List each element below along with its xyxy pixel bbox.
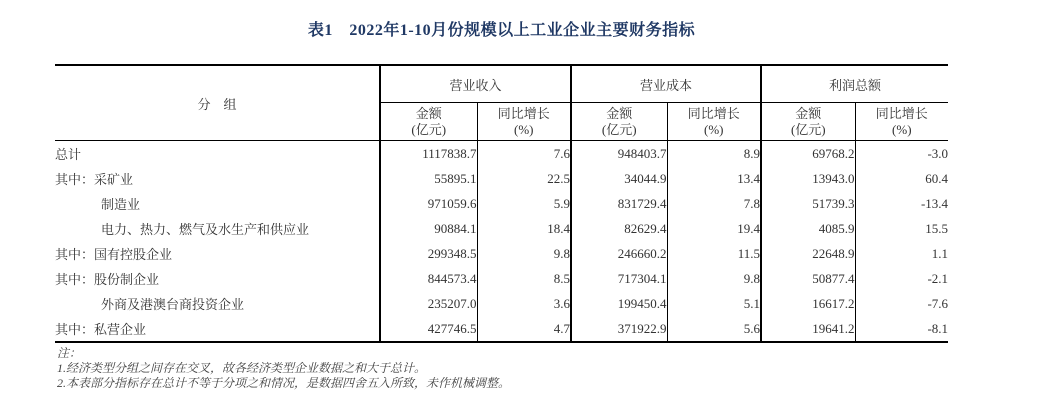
table-row-total bbox=[55, 141, 948, 167]
group-header-cell: 分 组 bbox=[55, 65, 380, 141]
value-cell: 235207.0 bbox=[380, 291, 477, 316]
value-cell: 5.1 bbox=[667, 291, 761, 316]
footnotes bbox=[57, 346, 987, 391]
value-cell: 717304.1 bbox=[571, 266, 667, 291]
value-cell: 34044.9 bbox=[571, 166, 667, 191]
table-row-private bbox=[55, 316, 948, 342]
value-cell: 7.8 bbox=[667, 191, 761, 216]
value-cell: 9.8 bbox=[667, 266, 761, 291]
value-cell: 22648.9 bbox=[761, 241, 855, 266]
value-cell: 60.4 bbox=[855, 166, 948, 191]
section-header-cost: 营业成本 bbox=[571, 65, 761, 103]
page-title: 表1 2022年1-10月份规模以上工业企业主要财务指标 bbox=[307, 22, 696, 39]
subheader-revenue-amount bbox=[380, 103, 477, 141]
value-cell: 371922.9 bbox=[571, 316, 667, 342]
subheader-growth-label: 同比增长 bbox=[497, 105, 550, 121]
value-cell: 427746.5 bbox=[380, 316, 477, 342]
value-cell: 11.5 bbox=[667, 241, 761, 266]
subheader-growth-unit: (%) bbox=[704, 121, 724, 137]
row-label-cell: 其中：股份制企业 bbox=[55, 272, 160, 287]
table-row-manufacturing bbox=[55, 191, 948, 216]
subheader-profit-amount bbox=[761, 103, 855, 141]
value-cell: -8.1 bbox=[855, 316, 948, 342]
value-cell: 1.1 bbox=[855, 241, 948, 266]
value-cell: -13.4 bbox=[855, 191, 948, 216]
value-cell: -2.1 bbox=[855, 266, 948, 291]
subheader-cost-growth bbox=[667, 103, 761, 141]
row-label-cell: 制造业 bbox=[101, 197, 141, 212]
subheader-amount-unit: (亿元) bbox=[601, 121, 637, 137]
value-cell: 1117838.7 bbox=[380, 141, 477, 167]
section-header-revenue: 营业收入 bbox=[380, 65, 571, 103]
value-cell: -3.0 bbox=[855, 141, 948, 167]
value-cell: 82629.4 bbox=[571, 216, 667, 241]
value-cell: 19641.2 bbox=[761, 316, 855, 342]
value-cell: 90884.1 bbox=[380, 216, 477, 241]
footnote-item: 1.经济类型分组之间存在交叉，故各经济类型企业数据之和大于总计。 bbox=[57, 361, 427, 375]
value-cell: 8.9 bbox=[667, 141, 761, 167]
subheader-growth-unit: (%) bbox=[892, 121, 912, 137]
value-cell: 18.4 bbox=[477, 216, 571, 241]
value-cell: 7.6 bbox=[477, 141, 571, 167]
subheader-growth-label: 同比增长 bbox=[687, 105, 740, 121]
value-cell: 50877.4 bbox=[761, 266, 855, 291]
value-cell: 971059.6 bbox=[380, 191, 477, 216]
value-cell: 5.9 bbox=[477, 191, 571, 216]
value-cell: 15.5 bbox=[855, 216, 948, 241]
value-cell: 948403.7 bbox=[571, 141, 667, 167]
value-cell: 299348.5 bbox=[380, 241, 477, 266]
table-row-mining bbox=[55, 166, 948, 191]
value-cell: 51739.3 bbox=[761, 191, 855, 216]
row-label-cell: 其中：私营企业 bbox=[55, 322, 147, 337]
subheader-growth-label: 同比增长 bbox=[875, 105, 928, 121]
subheader-cost-amount bbox=[571, 103, 667, 141]
subheader-profit-growth bbox=[855, 103, 948, 141]
table-row-state-holding bbox=[55, 241, 948, 266]
value-cell: -7.6 bbox=[855, 291, 948, 316]
value-cell: 8.5 bbox=[477, 266, 571, 291]
value-cell: 5.6 bbox=[667, 316, 761, 342]
value-cell: 831729.4 bbox=[571, 191, 667, 216]
value-cell: 4085.9 bbox=[761, 216, 855, 241]
row-label-cell: 其中：国有控股企业 bbox=[55, 247, 173, 262]
value-cell: 55895.1 bbox=[380, 166, 477, 191]
subheader-amount-label: 金额 bbox=[606, 105, 633, 121]
subheader-amount-unit: (亿元) bbox=[411, 121, 447, 137]
table-body bbox=[55, 141, 948, 343]
row-label-cell: 其中：采矿业 bbox=[55, 172, 134, 187]
row-label-cell: 总计 bbox=[55, 147, 82, 162]
section-header-row bbox=[55, 65, 948, 103]
footnote-item: 2.本表部分指标存在总计不等于分项之和情况，是数据四舍五入所致，未作机械调整。 bbox=[57, 376, 511, 390]
value-cell: 16617.2 bbox=[761, 291, 855, 316]
value-cell: 13.4 bbox=[667, 166, 761, 191]
value-cell: 246660.2 bbox=[571, 241, 667, 266]
subheader-revenue-growth bbox=[477, 103, 571, 141]
table-header bbox=[55, 65, 948, 141]
row-label-cell: 电力、热力、燃气及水生产和供应业 bbox=[101, 222, 310, 237]
value-cell: 69768.2 bbox=[761, 141, 855, 167]
table-row-foreign-invested bbox=[55, 291, 948, 316]
subheader-amount-unit: (亿元) bbox=[790, 121, 826, 137]
table-row-joint-stock bbox=[55, 266, 948, 291]
value-cell: 844573.4 bbox=[380, 266, 477, 291]
section-header-profit: 利润总额 bbox=[761, 65, 948, 103]
footnote-heading: 注： bbox=[57, 346, 82, 360]
table-row-utilities bbox=[55, 216, 948, 241]
value-cell: 19.4 bbox=[667, 216, 761, 241]
row-label-cell: 外商及港澳台商投资企业 bbox=[101, 297, 245, 312]
subheader-amount-label: 金额 bbox=[795, 105, 822, 121]
subheader-amount-label: 金额 bbox=[415, 105, 442, 121]
subheader-growth-unit: (%) bbox=[514, 121, 534, 137]
value-cell: 13943.0 bbox=[761, 166, 855, 191]
value-cell: 22.5 bbox=[477, 166, 571, 191]
financial-indicators-table bbox=[55, 64, 948, 343]
value-cell: 199450.4 bbox=[571, 291, 667, 316]
value-cell: 3.6 bbox=[477, 291, 571, 316]
value-cell: 9.8 bbox=[477, 241, 571, 266]
value-cell: 4.7 bbox=[477, 316, 571, 342]
